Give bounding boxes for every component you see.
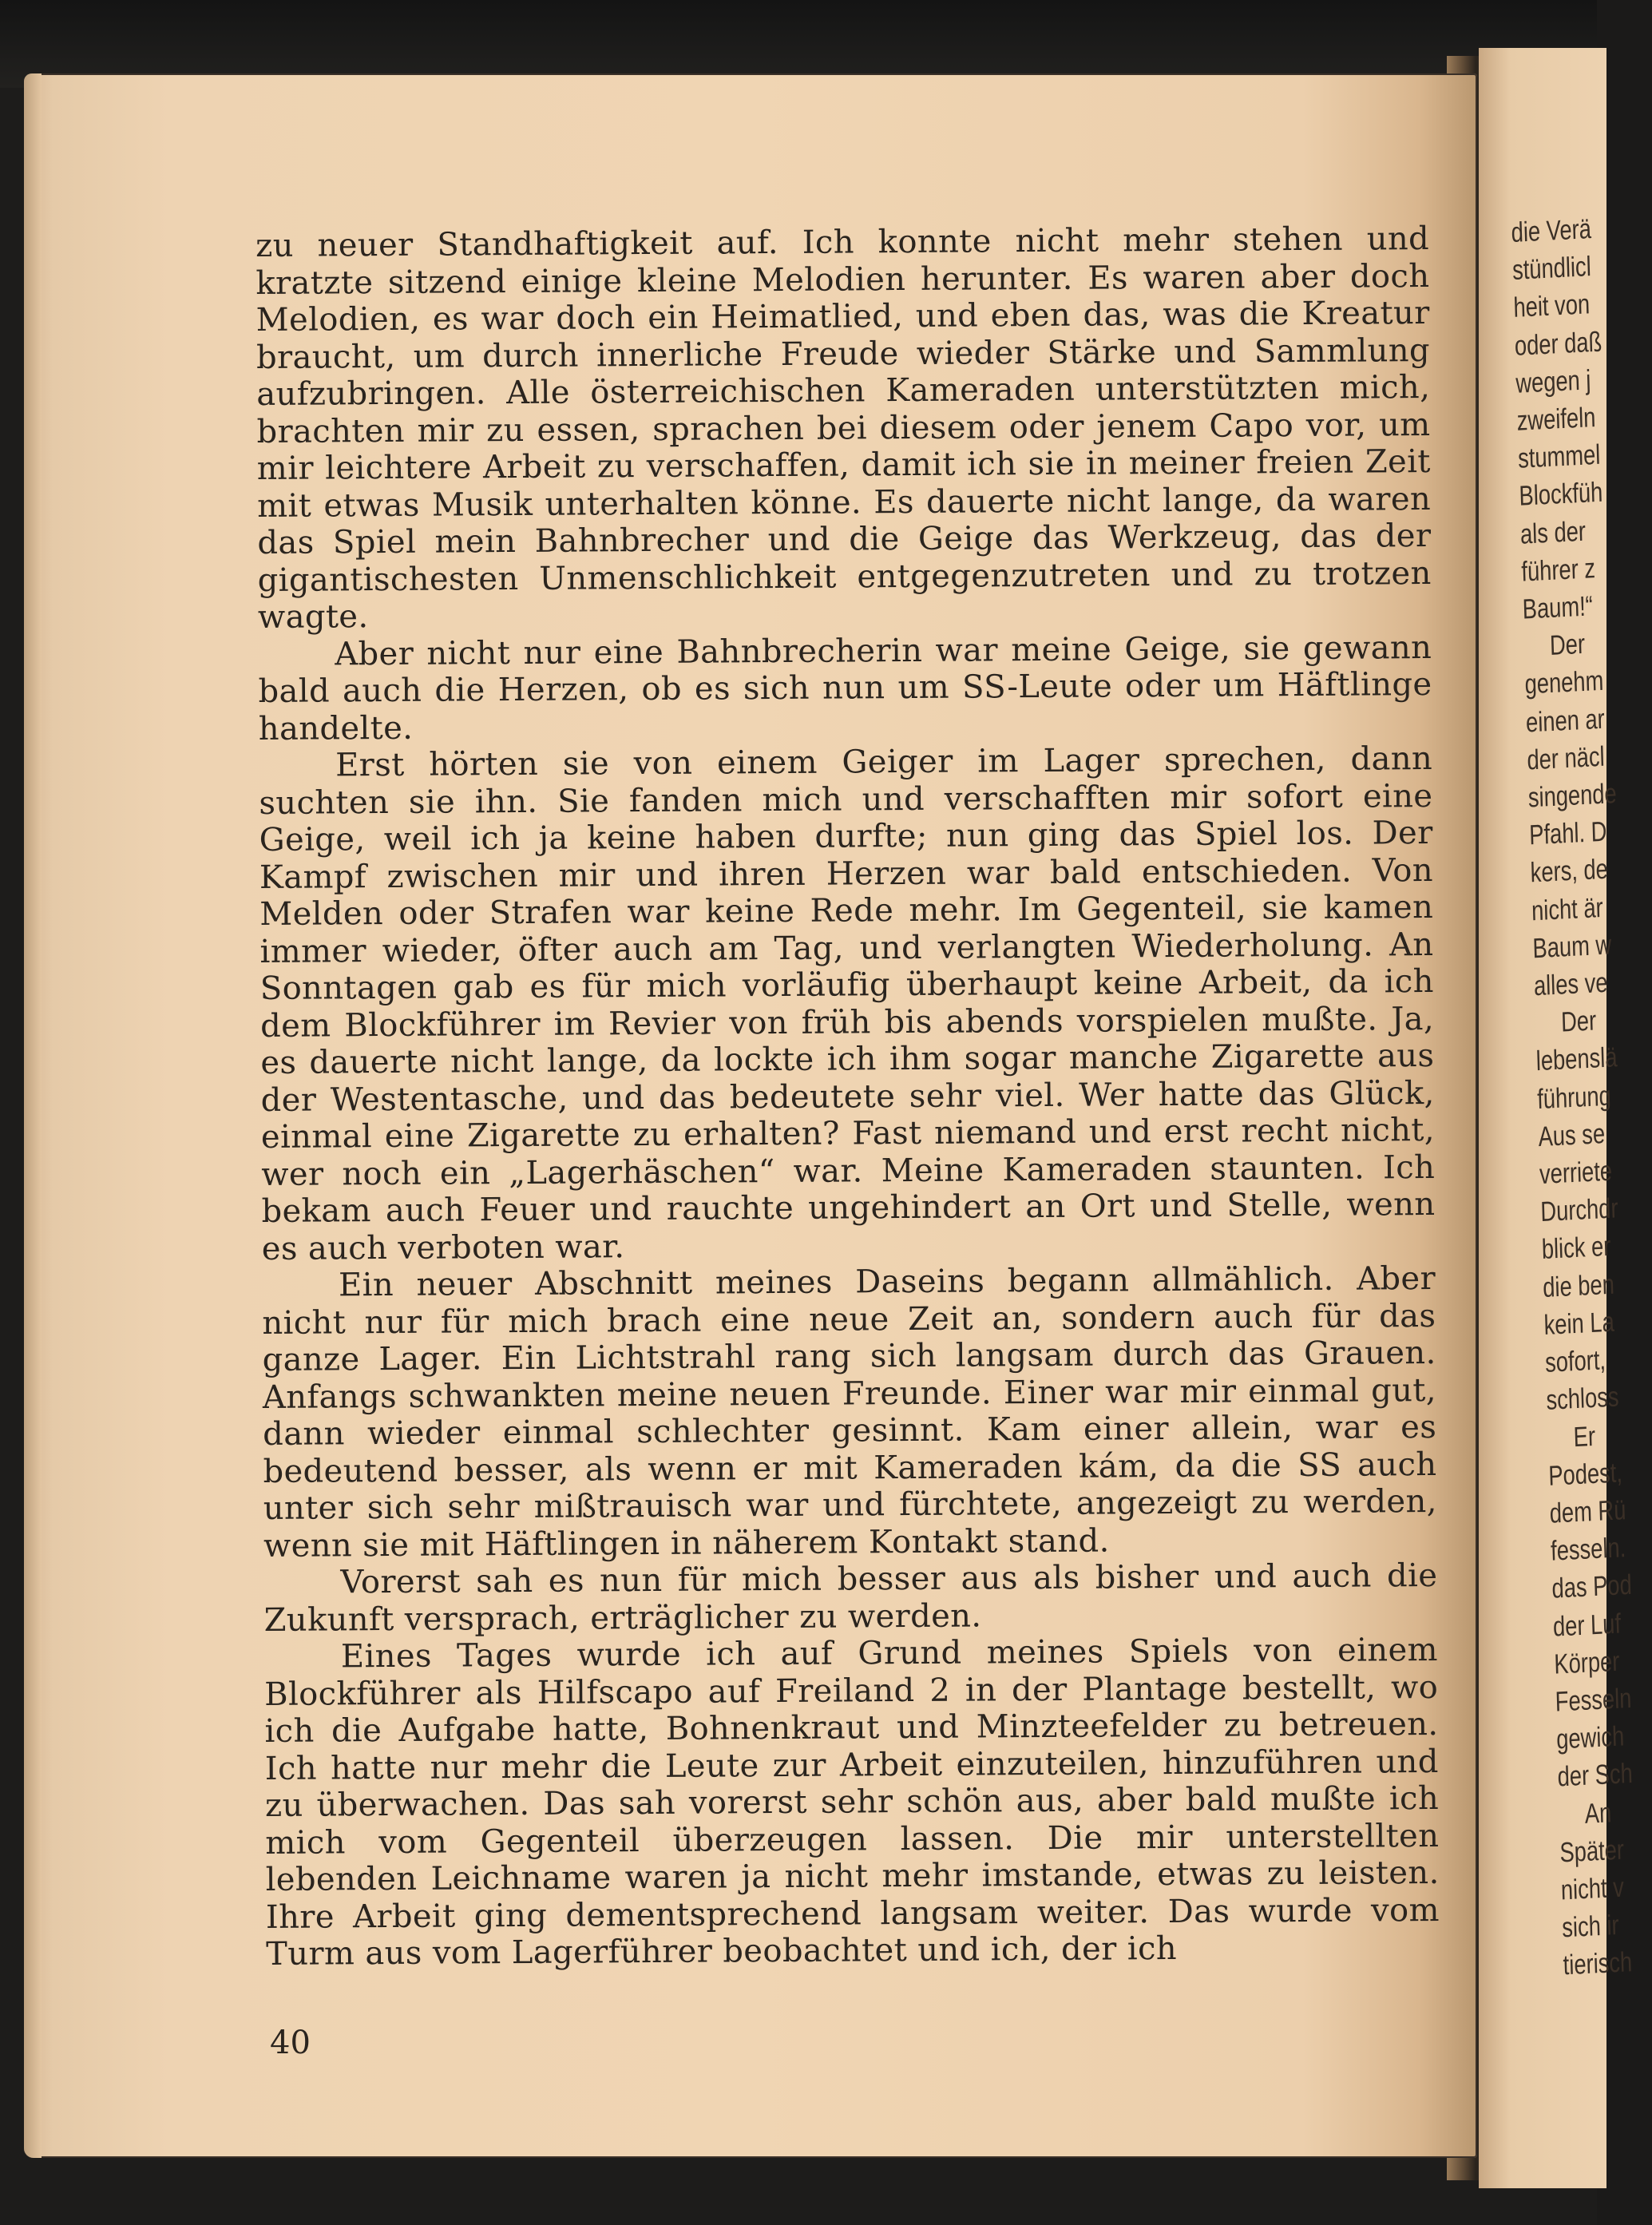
facing-page-line: einen ar xyxy=(1525,703,1606,739)
facing-page-line: stündlicl xyxy=(1511,251,1592,287)
facing-page-line: heit von xyxy=(1512,288,1591,324)
facing-page-line: fesseln. xyxy=(1550,1532,1626,1567)
facing-page-line: Später xyxy=(1559,1834,1625,1869)
facing-page-line: kers, de xyxy=(1530,854,1609,889)
facing-page-line: stummel xyxy=(1517,438,1601,474)
facing-page-line: Podest, xyxy=(1547,1456,1623,1492)
facing-page-line: tierisch xyxy=(1563,1946,1633,1981)
facing-page-line: Der xyxy=(1560,1005,1597,1038)
page-edge xyxy=(24,73,42,2158)
facing-page-line: An xyxy=(1584,1796,1612,1830)
facing-page-line: die ben xyxy=(1542,1268,1615,1303)
facing-page-line: der Sch xyxy=(1557,1758,1634,1793)
facing-page-line: oder daß xyxy=(1514,326,1602,362)
facing-page-line: das Pod xyxy=(1551,1569,1633,1605)
facing-page-line: genehm xyxy=(1524,665,1604,700)
page-number: 40 xyxy=(270,2025,311,2061)
facing-page-line: Durchdr xyxy=(1539,1192,1619,1228)
paragraph: zu neuer Standhaftigkeit auf. Ich konnte nicht mehr stehen und kratzte sitzend einige kleine Melodien herunter. Es waren aber doch Melodien, es war doch ein Heimatlied, und eben das, was die Kreatur braucht, um durch innerliche Freude wieder Stärke und Sammlung aufzubringen. Alle österreichischen Kameraden unterstützten mich, brachten mir zu essen, sprachen bei diesem oder jenem Capo vor, um mir leichtere Arbeit zu verschaffen, damit ich sie in meiner freien Zeit mit etwas Musik unterhalten könne. Es dauerte nicht lange, da waren das Spiel mein Bahnbrecher und die Geige das Werkzeug, das der gigantischesten Unmenschlichkeit entgegenzutreten und zu trotzen wagte. xyxy=(256,220,1432,636)
facing-page-line: kein La xyxy=(1543,1306,1615,1341)
facing-page-line: dem Rü xyxy=(1549,1494,1626,1529)
facing-page-line: Baum!“ xyxy=(1522,590,1594,625)
facing-page-line: der Luf xyxy=(1552,1608,1622,1643)
facing-page-line: sofort, xyxy=(1544,1344,1606,1379)
paragraph: Vorerst sah es nun für mich besser aus als bisher und auch die Zukunft versprach, erträglicher zu werden. xyxy=(263,1557,1438,1639)
facing-page-line: Baum w xyxy=(1531,929,1612,965)
facing-page-line: der näcl xyxy=(1526,740,1606,776)
facing-page-line: die Verä xyxy=(1511,213,1592,248)
facing-page-line: Körper xyxy=(1553,1645,1620,1680)
facing-page-line: als der xyxy=(1519,515,1587,550)
facing-page-line: Er xyxy=(1573,1420,1596,1453)
paragraph: Eines Tages wurde ich auf Grund meines Spiels von einem Blockführer als Hilfscapo auf Freiland 2 in der Plantage bestellt, wo ich die Aufgabe hatte, Bohnenkraut und Minzteefelder zu betreuen. Ich hatte nur mehr die Leute zur Arbeit einzuteilen, hinzuführen und zu überwachen. Das sah vorerst sehr schön aus, aber bald mußte ich mich vom Gegenteil überzeugen lassen. Die mir unterstellten lebenden Leichname waren ja nicht mehr imstande, etwas zu leisten. Ihre Arbeit ging dementsprechend langsam weiter. Das wurde vom Turm aus vom Lagerführer beobachtet und ich, der ich xyxy=(264,1631,1440,1973)
facing-page-line: singende xyxy=(1527,778,1618,814)
facing-page-line: Fesseln xyxy=(1555,1682,1632,1718)
facing-page-line: führer z xyxy=(1520,552,1596,588)
paragraph: Ein neuer Abschnitt meines Daseins begann allmählich. Aber nicht nur für mich brach eine neue Zeit an, sondern auch für das ganze Lager. Ein Lichtstrahl rang sich langsam durch das Grauen. Anfangs schwankten meine neuen Freunde. Einer war mir einmal gut, dann wieder einmal schlechter gesinnt. Kam einer allein, war es bedeutend besser, als wenn er mit Kameraden kám, da die SS auch unter sich sehr mißtrauisch war und fürchtete, angezeigt zu werden, wenn sie mit Häftlingen in näherem Kontakt stand. xyxy=(262,1259,1437,1565)
facing-page-line: zweifeln xyxy=(1516,401,1596,437)
facing-page-line: nicht är xyxy=(1531,891,1604,926)
facing-page-line: Der xyxy=(1549,629,1586,662)
facing-page-line: wegen j xyxy=(1515,364,1591,399)
facing-page-line: Blockfüh xyxy=(1519,477,1603,513)
paragraph: Aber nicht nur eine Bahnbrecherin war meine Geige, sie gewann bald auch die Herzen, ob es sich nun um SS-Leute oder um Häftlinge handelte. xyxy=(258,629,1432,748)
facing-page-line: lebenslä xyxy=(1535,1041,1618,1077)
facing-page-line: blick er xyxy=(1541,1231,1611,1266)
facing-page-line: alles ve xyxy=(1533,966,1609,1002)
facing-page-line: führung xyxy=(1536,1080,1612,1115)
facing-page-line: schloss xyxy=(1545,1381,1620,1417)
facing-page-line: Aus se xyxy=(1538,1117,1606,1153)
paragraph: Erst hörten sie von einem Geiger im Lager sprechen, dann suchten sie ihn. Sie fanden mich und verschafften mir sofort eine Geige, weil ich ja keine haben durfte; nun ging das Spiel los. Der Kampf zwischen mir und ihren Herzen war bald entschieden. Von Melden oder Strafen war keine Rede mehr. Im Gegenteil, sie kamen immer wieder, öfter auch am Tag, und verlangten Wiederholung. An Sonntagen gab es für mich vorläufig überhaupt keine Arbeit, da ich dem Blockführer im Revier von früh bis abends vorspielen mußte. Ja, es dauerte nicht lange, da lockte ich ihm sogar manche Zigarette aus der Westentasche, und das bedeutete sehr viel. Wer hatte das Glück, einmal eine Zigarette zu erhalten? Fast niemand und erst recht nicht, wer noch ein „Lagerhäschen“ war. Meine Kameraden staunten. Ich bekam auch Feuer und rauchte ungehindert an Ort und Stelle, wenn es auch verboten war. xyxy=(259,740,1436,1267)
facing-page-line: verriete xyxy=(1539,1155,1613,1191)
facing-page-line: nicht v xyxy=(1560,1871,1625,1906)
facing-page-line: Pfahl. D xyxy=(1528,815,1607,851)
body-text xyxy=(256,220,1440,1973)
facing-page-line: sich ir xyxy=(1561,1910,1620,1944)
facing-page-line: gewich xyxy=(1555,1720,1625,1755)
